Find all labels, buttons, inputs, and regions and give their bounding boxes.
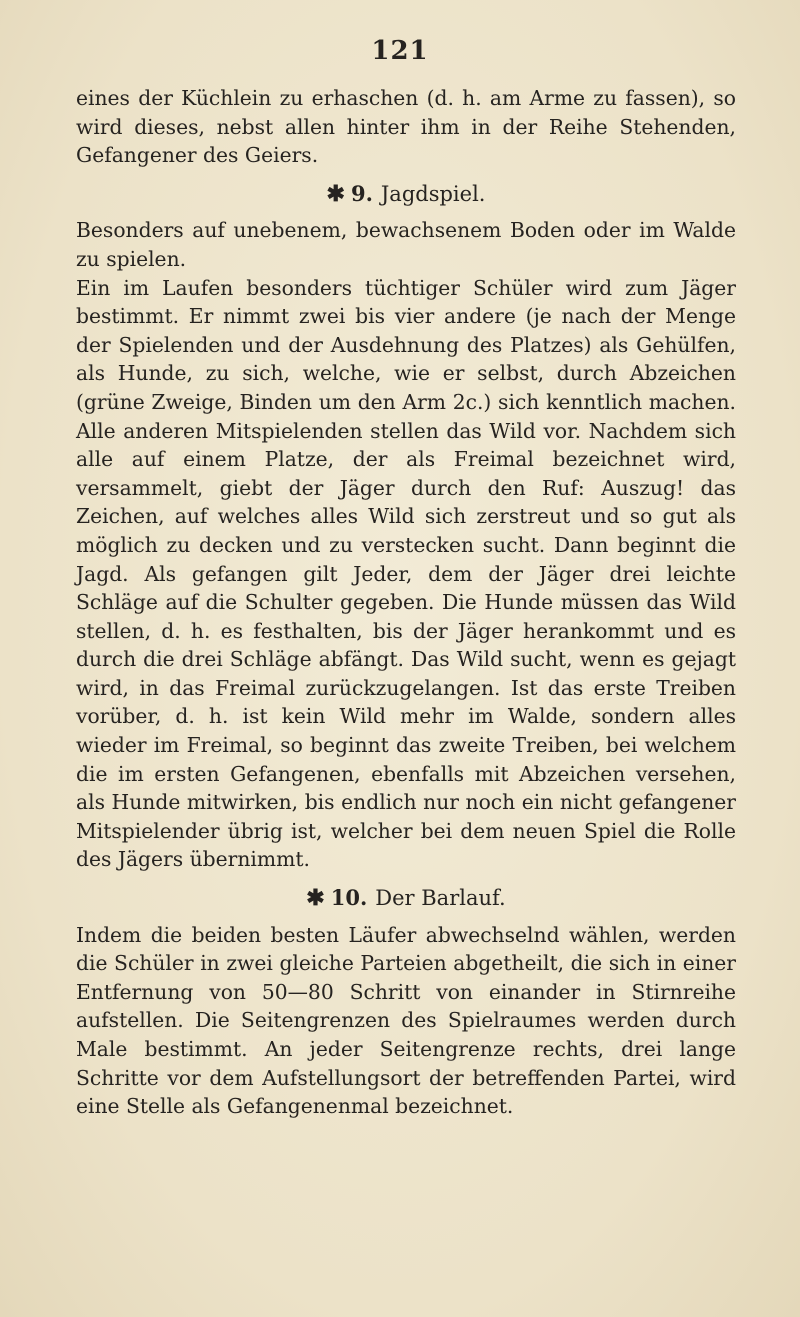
- section-9-body: Ein im Laufen besonders tüchtiger Schüler wird zum Jäger bestimmt. Er nimmt zwei bis vier andere (je nach der Menge der Spielenden und der Ausdehnung des Platzes) als Gehülfen, als Hunde, zu sich, welche, wie er selbst, durch Abzeichen (grüne Zweige, Binden um den Arm 2c.) sich kenntlich machen. Alle anderen Mitspielenden stellen das Wild vor. Nachdem sich alle auf einem Platze, der als Freimal bezeichnet wird, versammelt, giebt der Jäger durch den Ruf: Auszug! das Zeichen, auf welches alles Wild sich zerstreut und so gut als möglich zu decken und zu verstecken sucht. Dann beginnt die Jagd. Als gefangen gilt Jeder, dem der Jäger drei leichte Schläge auf die Schulter gegeben. Die Hunde müssen das Wild stellen, d. h. es festhalten, bis der Jäger herankommt und es durch die drei Schläge abfängt. Das Wild sucht, wenn es gejagt wird, in das Freimal zurückzugelangen. Ist das erste Treiben vorüber, d. h. ist kein Wild mehr im Walde, sondern alles wieder im Freimal, so beginnt das zweite Treiben, bei welchem die im ersten Gefangenen, ebenfalls mit Abzeichen versehen, als Hunde mitwirken, bis endlich nur noch ein nicht gefangener Mitspielender übrig ist, welcher bei dem neuen Spiel die Rolle des Jägers übernimmt.: [76, 275, 736, 872]
- section-10-title: Der Barlauf.: [375, 886, 506, 911]
- section-9-heading: [76, 180, 736, 209]
- section-9-title: Jagdspiel.: [380, 181, 486, 206]
- opening-paragraph: eines der Küchlein zu erhaschen (d. h. am Arme zu fassen), so wird dieses, nebst allen hinter ihm in der Reihe Stehenden, Gefangener des Geiers.: [76, 86, 736, 168]
- section-9-number: 9.: [350, 180, 373, 206]
- page-text: [76, 84, 736, 1121]
- star-icon: ✱: [306, 885, 325, 912]
- page-number: 121: [371, 36, 429, 66]
- section-10-body: Indem die beiden besten Läufer abwechselnd wählen, werden die Schüler in zwei gleiche Parteien abgetheilt, die sich in einer Entfernung von 50—80 Schritt von einander in Stirnreihe aufstellen. Die Seitengrenzen des Spielraumes werden durch Male bestimmt. An jeder Seitengrenze rechts, drei lange Schritte vor dem Aufstellungsort der betreffenden Partei, wird eine Stelle als Gefangenenmal bezeichnet.: [76, 922, 736, 1119]
- section-9-subtitle: Besonders auf unebenem, bewachsenem Boden oder im Walde zu spielen.: [76, 218, 736, 271]
- section-10-heading: [76, 884, 736, 913]
- section-10-number: 10.: [330, 885, 368, 911]
- star-icon: ✱: [326, 180, 345, 207]
